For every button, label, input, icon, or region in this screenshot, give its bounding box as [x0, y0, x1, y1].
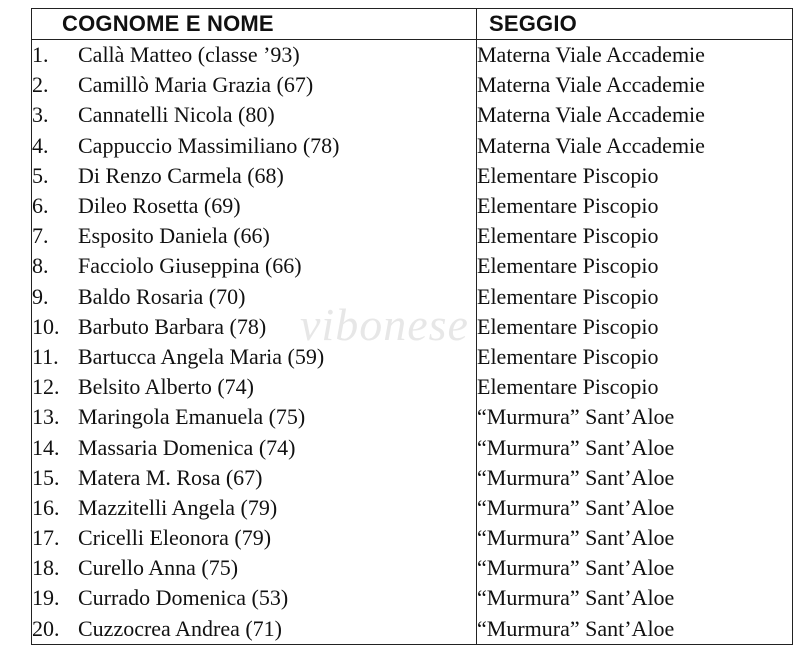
row-number: 20.	[32, 615, 60, 641]
seat-cell: Elementare Piscopio	[477, 312, 793, 342]
row-number: 19.	[32, 585, 60, 611]
name-cell	[32, 161, 477, 191]
name-cell	[32, 100, 477, 130]
seat-cell: “Murmura” Sant’Aloe	[477, 493, 793, 523]
watermark: vibonese	[300, 299, 469, 350]
header-row	[32, 9, 793, 40]
table-row	[32, 251, 793, 281]
seat-cell: Materna Viale Accademie	[477, 40, 793, 71]
name-cell	[32, 282, 477, 312]
name-cell	[32, 221, 477, 251]
table-row	[32, 493, 793, 523]
name-cell	[32, 131, 477, 161]
row-number: 5.	[32, 162, 49, 188]
table-row	[32, 523, 793, 553]
seat-cell: Elementare Piscopio	[477, 282, 793, 312]
header-seat: SEGGIO	[477, 9, 793, 40]
row-number: 16.	[32, 494, 60, 520]
table-row	[32, 342, 793, 372]
name-cell	[32, 342, 477, 372]
person-name: Callà Matteo (classe ’93)	[78, 42, 300, 68]
name-cell	[32, 493, 477, 523]
seat-cell: Materna Viale Accademie	[477, 70, 793, 100]
person-name: Cappuccio Massimiliano (78)	[78, 132, 340, 158]
name-cell	[32, 402, 477, 432]
roster-table	[31, 8, 793, 645]
row-number: 10.	[32, 313, 60, 339]
seat-cell: “Murmura” Sant’Aloe	[477, 432, 793, 462]
row-number: 18.	[32, 555, 60, 581]
table-row	[32, 432, 793, 462]
person-name: Cricelli Eleonora (79)	[78, 525, 272, 551]
table-row	[32, 372, 793, 402]
person-name: Mazzitelli Angela (79)	[78, 494, 278, 520]
seat-cell: Elementare Piscopio	[477, 342, 793, 372]
table-row	[32, 161, 793, 191]
person-name: Facciolo Giuseppina (66)	[78, 253, 302, 279]
row-number: 13.	[32, 404, 60, 430]
name-cell	[32, 191, 477, 221]
person-name: Matera M. Rosa (67)	[78, 464, 263, 490]
seat-cell: Elementare Piscopio	[477, 372, 793, 402]
name-cell	[32, 553, 477, 583]
table-row	[32, 221, 793, 251]
seat-cell: Elementare Piscopio	[477, 161, 793, 191]
person-name: Cuzzocrea Andrea (71)	[78, 615, 283, 641]
name-cell	[32, 40, 477, 71]
seat-cell: “Murmura” Sant’Aloe	[477, 402, 793, 432]
person-name: Curello Anna (75)	[78, 555, 239, 581]
row-number: 12.	[32, 374, 60, 400]
name-cell	[32, 432, 477, 462]
person-name: Dileo Rosetta (69)	[78, 193, 241, 219]
person-name: Currado Domenica (53)	[78, 585, 289, 611]
table-row	[32, 100, 793, 130]
name-cell	[32, 70, 477, 100]
seat-cell: “Murmura” Sant’Aloe	[477, 463, 793, 493]
table-body	[32, 40, 793, 645]
table-row	[32, 614, 793, 645]
table-row	[32, 191, 793, 221]
name-cell	[32, 523, 477, 553]
seat-cell: “Murmura” Sant’Aloe	[477, 553, 793, 583]
person-name: Baldo Rosaria (70)	[78, 283, 246, 309]
table-row	[32, 282, 793, 312]
row-number: 17.	[32, 525, 60, 551]
row-number: 6.	[32, 193, 49, 219]
person-name: Massaria Domenica (74)	[78, 434, 296, 460]
row-number: 3.	[32, 102, 49, 128]
row-number: 9.	[32, 283, 49, 309]
name-cell	[32, 614, 477, 645]
seat-cell: Elementare Piscopio	[477, 251, 793, 281]
person-name: Barbuto Barbara (78)	[78, 313, 267, 339]
name-cell	[32, 251, 477, 281]
seat-cell: Elementare Piscopio	[477, 191, 793, 221]
person-name: Camillò Maria Grazia (67)	[78, 72, 314, 98]
seat-cell: “Murmura” Sant’Aloe	[477, 614, 793, 645]
person-name: Bartucca Angela Maria (59)	[78, 343, 325, 369]
row-number: 2.	[32, 72, 49, 98]
seat-cell: Materna Viale Accademie	[477, 131, 793, 161]
name-cell	[32, 372, 477, 402]
row-number: 4.	[32, 132, 49, 158]
name-cell	[32, 463, 477, 493]
table-row	[32, 583, 793, 613]
row-number: 15.	[32, 464, 60, 490]
table-row	[32, 312, 793, 342]
person-name: Cannatelli Nicola (80)	[78, 102, 275, 128]
row-number: 7.	[32, 223, 49, 249]
person-name: Belsito Alberto (74)	[78, 374, 254, 400]
table-row	[32, 402, 793, 432]
seat-cell: Elementare Piscopio	[477, 221, 793, 251]
row-number: 11.	[32, 343, 59, 369]
seat-cell: “Murmura” Sant’Aloe	[477, 583, 793, 613]
header-name: COGNOME E NOME	[32, 9, 477, 40]
table-row	[32, 131, 793, 161]
person-name: Maringola Emanuela (75)	[78, 404, 306, 430]
name-cell	[32, 583, 477, 613]
table-row	[32, 40, 793, 71]
row-number: 8.	[32, 253, 49, 279]
person-name: Di Renzo Carmela (68)	[78, 162, 284, 188]
table-row	[32, 553, 793, 583]
person-name: Esposito Daniela (66)	[78, 223, 270, 249]
table-row	[32, 70, 793, 100]
seat-cell: “Murmura” Sant’Aloe	[477, 523, 793, 553]
seat-cell: Materna Viale Accademie	[477, 100, 793, 130]
row-number: 1.	[32, 42, 49, 68]
name-cell	[32, 312, 477, 342]
table-row	[32, 463, 793, 493]
row-number: 14.	[32, 434, 60, 460]
table-header	[32, 9, 793, 40]
